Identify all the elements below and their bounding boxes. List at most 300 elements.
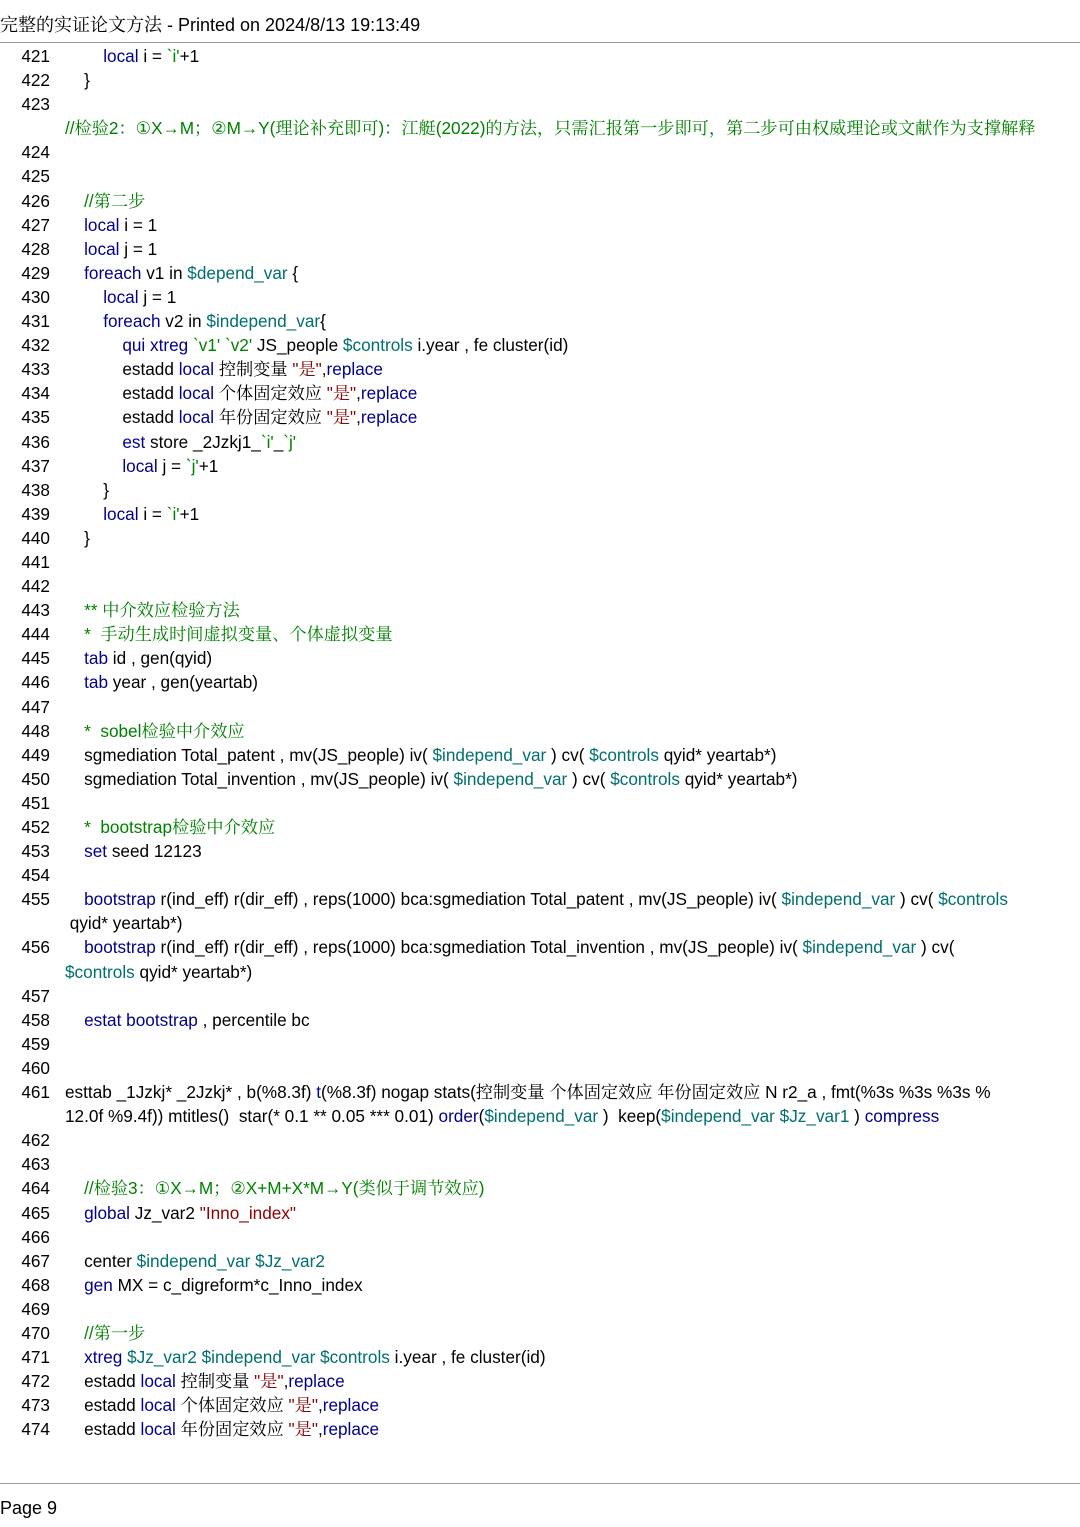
code-line — [0, 670, 1080, 694]
code-text: 控制变量 — [175, 1371, 255, 1392]
code-line — [0, 1225, 1080, 1249]
line-content — [65, 887, 1080, 935]
line-number: 442 — [21, 576, 50, 597]
code-line — [0, 1008, 1080, 1032]
code-text — [65, 841, 84, 861]
code-line — [0, 815, 1080, 839]
line-number: 474 — [21, 1419, 50, 1440]
code-line — [0, 261, 1080, 285]
code-global-macro: $independ_var $Jz_var2 — [136, 1250, 325, 1271]
line-number: 421 — [21, 46, 50, 66]
line-number: 454 — [21, 865, 50, 886]
code-keyword: local — [103, 46, 139, 66]
code-text: j = 1 — [138, 286, 177, 307]
line-number: 451 — [21, 792, 50, 813]
print-header: 完整的实证论文方法 - Printed on 2024/8/13 19:13:49 — [0, 15, 421, 35]
code-text: , — [356, 407, 361, 428]
line-number: 469 — [21, 1298, 50, 1319]
code-text: id , gen(qyid) — [108, 648, 213, 669]
line-number: 431 — [21, 311, 50, 332]
line-content — [65, 261, 1080, 285]
line-content — [65, 670, 1080, 694]
code-text: _ — [273, 431, 284, 452]
line-number: 470 — [21, 1322, 50, 1343]
code-line — [0, 1273, 1080, 1297]
code-text: , — [317, 1419, 323, 1440]
code-line — [0, 791, 1080, 815]
code-keyword: foreach — [84, 262, 142, 283]
code-global-macro: $controls — [589, 744, 659, 765]
code-keyword: tab — [84, 672, 109, 693]
line-number: 450 — [21, 768, 50, 789]
code-line — [0, 646, 1080, 670]
line-number: 459 — [21, 1033, 50, 1054]
code-text: ) — [849, 1106, 865, 1127]
code-line — [0, 140, 1080, 164]
code-line — [0, 598, 1080, 622]
line-content — [65, 839, 1080, 863]
code-comment: //第二步 — [84, 190, 146, 211]
line-content — [65, 646, 1080, 670]
code-keyword: tab — [84, 648, 109, 669]
code-keyword: replace — [360, 383, 418, 404]
line-number: 472 — [21, 1371, 50, 1392]
code-keyword: replace — [288, 1371, 345, 1392]
line-content — [65, 285, 1080, 309]
code-text: , percentile bc — [197, 1009, 310, 1030]
code-keyword: gen — [84, 1274, 113, 1295]
line-number: 468 — [21, 1274, 50, 1295]
line-content — [65, 935, 1080, 983]
line-number: 432 — [21, 335, 50, 356]
code-string: "是" — [292, 359, 322, 380]
line-content — [65, 622, 1080, 646]
code-line — [0, 935, 1080, 983]
line-content — [65, 1321, 1080, 1345]
line-number: 449 — [21, 744, 50, 765]
line-content — [65, 598, 1080, 622]
code-text — [65, 239, 84, 259]
code-text: } — [65, 479, 109, 500]
code-local-macro: `v2' — [224, 335, 253, 356]
line-content — [65, 719, 1080, 743]
line-number: 429 — [21, 262, 50, 283]
footer-divider — [0, 1483, 1080, 1484]
line-content — [65, 189, 1080, 213]
line-content — [65, 116, 1080, 140]
code-line — [0, 357, 1080, 381]
code-text: i = 1 — [119, 214, 158, 235]
code-global-macro: $independ_var $Jz_var1 — [661, 1106, 850, 1127]
code-comment: * 手动生成时间虚拟变量、个体虚拟变量 — [84, 624, 393, 645]
code-text — [65, 721, 84, 741]
code-local-macro: `i' — [260, 431, 274, 452]
code-line — [0, 1056, 1080, 1080]
code-text: qyid* yeartab*) — [69, 913, 183, 934]
code-line — [0, 984, 1080, 1008]
code-text: +1 — [179, 46, 200, 66]
line-number: 453 — [21, 841, 50, 862]
code-text: i = — [138, 46, 167, 66]
line-number: 461 — [21, 1082, 50, 1103]
code-text: estadd — [65, 359, 179, 380]
code-text — [65, 937, 84, 957]
code-text: (%8.3f) nogap stats(控制变量 个体固定效应 年份固定效应 N r2_a , fmt(%3s %3s %3s % 12.0f %9.4f)) mtitles() star(* 0.1 ** 0.05 *** 0.01) — [65, 1082, 991, 1127]
line-content — [65, 791, 1080, 815]
line-number: 448 — [21, 720, 50, 741]
code-text — [65, 263, 84, 283]
code-line — [0, 1152, 1080, 1176]
code-text: v1 in — [141, 262, 188, 283]
code-line — [0, 550, 1080, 574]
code-line — [0, 743, 1080, 767]
code-global-macro: $Jz_var2 $independ_var $controls — [127, 1347, 390, 1368]
code-keyword: local — [140, 1419, 176, 1440]
line-content — [65, 1249, 1080, 1273]
code-comment: //检验3：①X→M；②X+M+X*M→Y(类似于调节效应) — [84, 1178, 485, 1199]
line-content — [65, 1056, 1080, 1080]
code-line — [0, 478, 1080, 502]
code-keyword: replace — [326, 359, 383, 380]
code-text: estadd — [65, 1419, 141, 1440]
line-content — [65, 68, 1080, 92]
code-keyword: local — [140, 1395, 176, 1416]
code-line — [0, 1128, 1080, 1152]
code-string: "是" — [326, 383, 357, 404]
code-text: j = 1 — [119, 238, 158, 259]
code-keyword: est — [122, 431, 146, 452]
code-keyword: local — [84, 214, 120, 235]
code-comment: //第一步 — [84, 1322, 146, 1343]
code-global-macro: $independ_var — [484, 1106, 599, 1127]
line-content — [65, 309, 1080, 333]
code-line — [0, 405, 1080, 429]
line-number: 445 — [21, 648, 50, 669]
code-global-macro: $controls — [610, 768, 680, 789]
line-content — [65, 1152, 1080, 1176]
line-content — [65, 526, 1080, 550]
code-keyword: local — [140, 1371, 176, 1392]
code-text — [65, 432, 122, 452]
code-global-macro: $independ_var — [802, 937, 917, 958]
code-local-macro: `i' — [166, 503, 180, 524]
code-text: JS_people — [252, 335, 343, 356]
code-text: qyid* yeartab*) — [134, 961, 253, 982]
line-number: 433 — [21, 359, 50, 380]
code-line — [0, 92, 1080, 116]
code-keyword: bootstrap — [84, 889, 156, 910]
line-content — [65, 1273, 1080, 1297]
line-number: 456 — [21, 937, 50, 958]
code-text — [65, 504, 103, 524]
line-number: 443 — [21, 600, 50, 621]
line-number: 430 — [21, 286, 50, 307]
code-text: qyid* yeartab*) — [679, 768, 798, 789]
code-keyword: local — [103, 286, 139, 307]
line-content — [65, 333, 1080, 357]
code-text: qyid* yeartab*) — [658, 744, 777, 765]
code-text: } — [65, 70, 90, 91]
line-content — [65, 863, 1080, 887]
code-local-macro: `j' — [283, 431, 297, 452]
line-content — [65, 405, 1080, 429]
code-line — [0, 767, 1080, 791]
code-line — [0, 237, 1080, 261]
page-number: Page 9 — [0, 1498, 58, 1518]
code-local-macro: `j' — [185, 455, 199, 476]
code-line — [0, 719, 1080, 743]
code-text: ) cv( — [567, 768, 611, 789]
code-line — [0, 574, 1080, 598]
line-number: 428 — [21, 238, 50, 259]
line-content — [65, 1008, 1080, 1032]
code-keyword: local — [122, 455, 158, 476]
line-number: 465 — [21, 1202, 50, 1223]
line-content — [65, 1417, 1080, 1441]
code-line — [0, 622, 1080, 646]
code-line — [0, 213, 1080, 237]
code-text: i.year , fe cluster(id) — [389, 1347, 546, 1368]
code-global-macro: $controls — [342, 335, 413, 356]
code-string: "是" — [288, 1419, 318, 1440]
code-global-macro: $independ_var — [206, 311, 321, 332]
code-line — [0, 189, 1080, 213]
code-text — [65, 46, 103, 66]
line-number: 436 — [21, 431, 50, 452]
line-number: 467 — [21, 1250, 50, 1271]
code-line — [0, 333, 1080, 357]
code-line — [0, 1249, 1080, 1273]
code-global-macro: $independ_var — [453, 768, 568, 789]
line-number: 452 — [21, 817, 50, 837]
code-text: ) cv( — [546, 744, 590, 765]
code-keyword: t — [316, 1082, 322, 1103]
code-text — [65, 215, 84, 235]
code-text: estadd — [65, 1371, 141, 1392]
code-keyword: replace — [322, 1395, 380, 1416]
line-number: 426 — [21, 190, 50, 211]
code-keyword: replace — [322, 1419, 380, 1440]
line-content — [65, 743, 1080, 767]
code-text: sgmediation Total_patent , mv(JS_people) iv( — [65, 744, 433, 765]
line-content — [65, 695, 1080, 719]
code-keyword: qui xtreg — [122, 335, 189, 356]
code-text — [65, 1323, 84, 1343]
code-line — [0, 116, 1080, 140]
code-string: "是" — [288, 1395, 318, 1416]
line-content — [65, 213, 1080, 237]
code-global-macro: $independ_var — [781, 889, 896, 910]
code-keyword: compress — [864, 1106, 940, 1127]
code-line — [0, 1297, 1080, 1321]
line-number: 438 — [21, 479, 50, 500]
code-text: +1 — [179, 503, 200, 524]
code-text: esttab _1Jzkj* _2Jzkj* , b(%8.3f) — [65, 1082, 317, 1103]
line-number — [0, 116, 65, 140]
code-keyword: estat bootstrap — [84, 1009, 198, 1030]
line-content — [65, 767, 1080, 791]
code-text: 个体固定效应 — [214, 383, 327, 404]
line-content — [65, 92, 1080, 116]
code-text: } — [65, 527, 90, 548]
code-text: , — [317, 1395, 323, 1416]
code-line — [0, 695, 1080, 719]
code-line — [0, 44, 1080, 68]
line-number: 455 — [21, 889, 50, 910]
code-line — [0, 1393, 1080, 1417]
line-content — [65, 1080, 1080, 1128]
code-text: 个体固定效应 — [175, 1395, 289, 1416]
line-content — [65, 357, 1080, 381]
line-number: 466 — [21, 1226, 50, 1247]
line-content — [65, 815, 1080, 839]
code-text: +1 — [198, 455, 219, 476]
line-content — [65, 164, 1080, 188]
line-number: 434 — [21, 383, 50, 404]
code-comment: * bootstrap检验中介效应 — [84, 817, 276, 837]
code-line — [0, 164, 1080, 188]
code-line — [0, 1080, 1080, 1128]
code-line — [0, 1417, 1080, 1441]
line-number: 435 — [21, 407, 50, 428]
code-text: MX = c_digreform*c_Inno_index — [112, 1274, 363, 1295]
line-content — [65, 502, 1080, 526]
code-keyword: set — [84, 841, 108, 862]
code-global-macro: $independ_var — [432, 744, 547, 765]
line-number: 473 — [21, 1395, 50, 1416]
code-text: store _2Jzkj1_ — [145, 431, 261, 452]
code-text: Jz_var2 — [129, 1202, 200, 1223]
code-line — [0, 381, 1080, 405]
line-number: 458 — [21, 1009, 50, 1030]
code-line — [0, 863, 1080, 887]
line-content — [65, 1176, 1080, 1200]
code-line — [0, 526, 1080, 550]
code-text — [65, 817, 84, 837]
code-keyword: replace — [360, 407, 418, 428]
code-keyword: xtreg — [84, 1347, 123, 1368]
code-keyword: local — [178, 407, 215, 428]
code-text: v2 in — [160, 311, 207, 332]
code-text — [65, 1203, 84, 1223]
code-text: estadd — [65, 1395, 141, 1416]
line-content — [65, 1369, 1080, 1393]
code-text: r(ind_eff) r(dir_eff) , reps(1000) bca:sgmediation Total_invention , mv(JS_people) iv( — [155, 937, 803, 958]
code-text — [65, 1275, 84, 1295]
code-text — [65, 889, 84, 909]
code-text: ( — [478, 1106, 485, 1127]
code-text: i = — [138, 503, 167, 524]
code-comment: ** 中介效应检验方法 — [84, 600, 240, 621]
code-line — [0, 1321, 1080, 1345]
code-line — [0, 68, 1080, 92]
code-line — [0, 430, 1080, 454]
code-text: r(ind_eff) r(dir_eff) , reps(1000) bca:sgmediation Total_patent , mv(JS_people) iv( — [155, 889, 782, 910]
line-number: 462 — [21, 1130, 50, 1151]
line-content — [65, 1201, 1080, 1225]
code-line — [0, 1032, 1080, 1056]
line-content — [65, 381, 1080, 405]
code-local-macro: `i' — [166, 46, 180, 66]
code-text: ) keep( — [598, 1106, 662, 1127]
line-content — [65, 237, 1080, 261]
line-number: 423 — [21, 94, 50, 115]
code-text — [65, 335, 122, 355]
code-global-macro: $controls — [65, 961, 135, 982]
line-content — [65, 1225, 1080, 1249]
line-number: 460 — [21, 1057, 50, 1078]
code-text: sgmediation Total_invention , mv(JS_people) iv( — [65, 768, 454, 789]
line-content — [65, 430, 1080, 454]
line-content — [65, 478, 1080, 502]
line-number: 440 — [21, 527, 50, 548]
code-text: , — [356, 383, 361, 404]
code-line — [0, 1369, 1080, 1393]
code-text: , — [283, 1371, 289, 1392]
code-keyword: local — [103, 503, 139, 524]
code-text: 年份固定效应 — [214, 407, 327, 428]
code-keyword: global — [84, 1202, 130, 1223]
code-text — [65, 624, 84, 644]
line-content — [65, 1393, 1080, 1417]
code-text: ) cv( — [895, 889, 939, 910]
code-line — [0, 1176, 1080, 1200]
code-keyword: order — [438, 1106, 479, 1127]
code-line — [0, 285, 1080, 309]
line-content — [65, 140, 1080, 164]
line-number: 424 — [21, 142, 50, 163]
code-line — [0, 887, 1080, 935]
line-number: 441 — [21, 551, 50, 572]
code-line — [0, 1201, 1080, 1225]
code-local-macro: `v1' — [193, 335, 221, 356]
line-content — [65, 1297, 1080, 1321]
code-text: j = — [157, 455, 186, 476]
code-text: { — [320, 311, 326, 332]
code-global-macro: $controls — [938, 889, 1008, 910]
line-content — [65, 574, 1080, 598]
line-content — [65, 1345, 1080, 1369]
code-text — [65, 672, 84, 692]
line-number: 471 — [21, 1347, 50, 1368]
code-string: "是" — [326, 407, 357, 428]
code-text: center — [65, 1250, 137, 1271]
line-number: 464 — [21, 1178, 50, 1199]
code-line — [0, 502, 1080, 526]
code-keyword: bootstrap — [84, 937, 156, 958]
code-text: estadd — [65, 383, 179, 404]
code-text: 年份固定效应 — [175, 1419, 289, 1440]
code-string: "Inno_index" — [199, 1202, 297, 1223]
line-number: 446 — [21, 672, 50, 693]
line-number: 463 — [21, 1154, 50, 1175]
line-number: 427 — [21, 214, 50, 235]
code-text — [65, 456, 122, 476]
code-keyword: foreach — [103, 311, 161, 332]
code-text — [65, 191, 84, 211]
code-string: "是" — [254, 1371, 284, 1392]
header-divider — [0, 42, 1080, 43]
code-comment: //检验2：①X→M；②M→Y(理论补充即可)：江艇(2022)的方法，只需汇报第一步即可，第二步可由权威理论或文献作为支撑解释 — [65, 118, 1036, 139]
code-text — [65, 1178, 84, 1198]
code-text — [65, 287, 103, 307]
line-number: 437 — [21, 455, 50, 476]
code-text: year , gen(yeartab) — [108, 672, 259, 693]
line-content — [65, 1032, 1080, 1056]
code-text: i.year , fe cluster(id) — [412, 335, 569, 356]
line-number: 457 — [21, 985, 50, 1006]
code-text: 控制变量 — [214, 359, 293, 380]
